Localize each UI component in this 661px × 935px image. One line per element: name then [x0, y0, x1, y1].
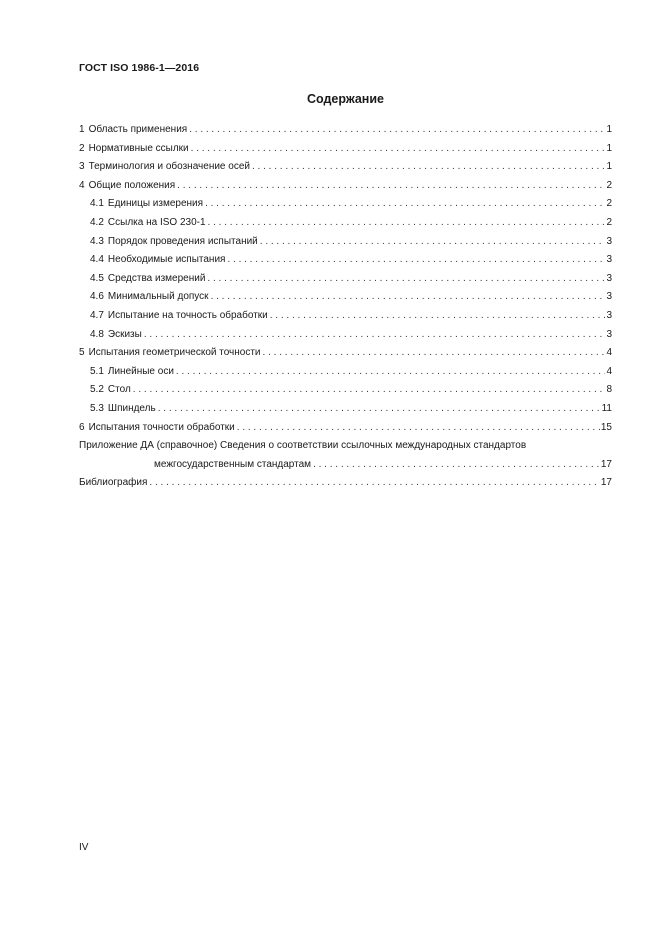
toc-entry-6[interactable]	[79, 419, 612, 438]
toc-leader-dots	[260, 233, 606, 252]
toc-entry-number: 4.6	[90, 291, 104, 303]
toc-leader-dots	[205, 195, 605, 214]
toc-entry-label: Область применения	[88, 124, 188, 135]
toc-entry-page: 17	[600, 477, 612, 489]
table-of-contents	[79, 121, 612, 493]
toc-entry-5-3[interactable]	[79, 400, 612, 419]
toc-entry-number: 6	[79, 421, 85, 433]
toc-entry-page: 3	[606, 254, 612, 266]
toc-entry-page: 11	[601, 402, 612, 414]
toc-annex-entry[interactable]	[79, 456, 612, 475]
toc-entry-number: 4.4	[90, 254, 104, 266]
toc-entry-label: Эскизы	[107, 328, 142, 340]
toc-entry-4-7[interactable]	[79, 307, 612, 326]
toc-entry-5-1[interactable]	[79, 363, 612, 382]
toc-entry-page: 3	[606, 272, 612, 284]
toc-entry-page: 3	[606, 235, 612, 247]
toc-entry-page: 3	[606, 328, 612, 340]
toc-entry-page: 1	[606, 124, 612, 135]
toc-entry-number: 4.7	[90, 309, 104, 321]
toc-leader-dots	[263, 344, 606, 363]
toc-entry-label: Испытание на точность обработки	[107, 309, 268, 321]
toc-entry-4-1[interactable]	[79, 195, 612, 214]
toc-entry-page: 2	[606, 179, 612, 191]
toc-entry-page: 4	[606, 365, 612, 377]
toc-leader-dots	[313, 456, 600, 475]
toc-entry-number: 4.2	[90, 216, 104, 228]
toc-entry-number: 4.8	[90, 328, 104, 340]
toc-entry-label: Терминология и обозначение осей	[88, 161, 250, 173]
toc-entry-label: межгосударственным стандартам	[154, 458, 312, 470]
toc-leader-dots	[191, 140, 606, 159]
toc-entry-number: 4	[79, 179, 85, 191]
toc-entry-label: Порядок проведения испытаний	[107, 235, 258, 247]
toc-leader-dots	[207, 270, 605, 289]
toc-entry-label: Ссылка на ISO 230-1	[107, 216, 206, 228]
toc-leader-dots	[177, 177, 605, 196]
toc-leader-dots	[270, 307, 606, 326]
toc-entry-label: Минимальный допуск	[107, 291, 209, 303]
toc-entry-4-2[interactable]	[79, 214, 612, 233]
toc-entry-4-3[interactable]	[79, 233, 612, 252]
page-number: IV	[79, 842, 89, 853]
toc-entry-number: 3	[79, 161, 85, 173]
toc-leader-dots	[227, 251, 605, 270]
toc-entry-page: 4	[606, 347, 612, 359]
toc-entry-5[interactable]	[79, 344, 612, 363]
toc-entry-page: 15	[600, 421, 612, 433]
toc-entry-2[interactable]	[79, 140, 612, 159]
toc-entry-number: 5.2	[90, 384, 104, 396]
toc-leader-dots	[176, 363, 606, 382]
toc-entry-label: Средства измерений	[107, 272, 206, 284]
toc-leader-dots	[189, 121, 605, 140]
toc-entry-number: 4.1	[90, 198, 104, 210]
toc-entry-page: 17	[600, 458, 612, 470]
toc-annex-heading[interactable]: Приложение ДА (справочное) Сведения о соответствии ссылочных международных стандартов	[79, 440, 527, 452]
toc-entry-page: 1	[606, 161, 612, 173]
toc-entry-label: Линейные оси	[107, 365, 174, 377]
toc-leader-dots	[252, 158, 605, 177]
toc-entry-page: 3	[606, 309, 612, 321]
toc-leader-dots	[237, 419, 600, 438]
toc-entry-label: Испытания точности обработки	[88, 421, 235, 433]
toc-entry-4-5[interactable]	[79, 270, 612, 289]
toc-title: Содержание	[306, 92, 384, 106]
toc-entry-label: Необходимые испытания	[107, 254, 226, 266]
toc-entry-label: Шпиндель	[107, 402, 156, 414]
toc-entry-4[interactable]	[79, 177, 612, 196]
toc-entry-3[interactable]	[79, 158, 612, 177]
toc-entry-page: 3	[606, 291, 612, 303]
toc-entry-page: 2	[606, 198, 612, 210]
toc-entry-label: Библиография	[79, 477, 148, 489]
toc-entry-page: 1	[606, 142, 612, 154]
toc-entry-5-2[interactable]	[79, 381, 612, 400]
toc-leader-dots	[158, 400, 601, 419]
toc-leader-dots	[133, 381, 606, 400]
toc-entry-label: Общие положения	[88, 179, 176, 191]
toc-entry-bibliography[interactable]	[79, 474, 612, 493]
toc-entry-label: Испытания геометрической точности	[88, 347, 261, 359]
toc-entry-number: 5.1	[90, 365, 104, 377]
toc-entry-label: Нормативные ссылки	[88, 142, 189, 154]
toc-entry-4-8[interactable]	[79, 326, 612, 345]
toc-entry-4-6[interactable]	[79, 288, 612, 307]
toc-entry-1[interactable]	[79, 121, 612, 140]
toc-entry-page: 2	[606, 216, 612, 228]
toc-entry-number: 5	[79, 347, 85, 359]
toc-leader-dots	[144, 326, 606, 345]
document-id-header: ГОСТ ISO 1986-1—2016	[79, 62, 200, 74]
toc-entry-number: 5.3	[90, 402, 104, 414]
toc-entry-number: 2	[79, 142, 85, 154]
toc-entry-label: Стол	[107, 384, 131, 396]
toc-leader-dots	[149, 474, 599, 493]
toc-entry-4-4[interactable]	[79, 251, 612, 270]
toc-entry-page: 8	[606, 384, 612, 396]
toc-leader-dots	[208, 214, 606, 233]
toc-leader-dots	[211, 288, 606, 307]
toc-entry-label: Единицы измерения	[107, 198, 204, 210]
toc-entry-number: 4.5	[90, 272, 104, 284]
toc-entry-number: 1	[79, 124, 85, 135]
toc-entry-number: 4.3	[90, 235, 104, 247]
